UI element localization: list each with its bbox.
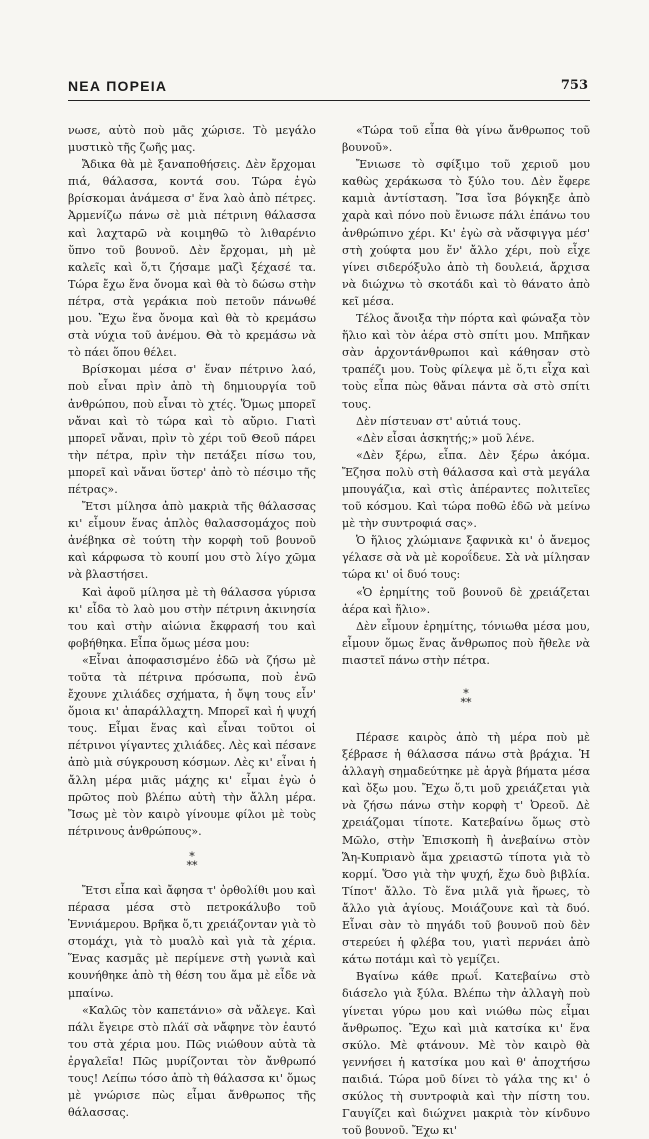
- paragraph: Δὲν πίστευαν στ' αὐτιά τους.: [356, 414, 522, 428]
- paragraph: Καὶ ἀφοῦ μίλησα μὲ τὴ θάλασσα γύρισα κι' εἶδα τὸ λαὸ μου στὴν πέτρινη ἀκινησία του καὶ στὴν αἰώνια ἔκφρασή του καὶ φοβήθηκα. Εἶπα ὅμως μέσα μου:: [68, 585, 316, 650]
- paragraph: «Εἶναι ἀποφασισμένο ἐδῶ νὰ ζήσω μὲ τοῦτα τὰ πέτρινα πρόσωπα, ποὺ ἐνῶ ἔχουνε χιλιάδες σχήματα, ἡ ὄψη τους εἶν' ὅμοια κι' ἀπαράλλαχτη. Μπορεῖ καὶ ἡ ψυχή τους. Εἶμαι ἕνας καὶ εἶναι τοῦτοι οἱ πέτρινοι γίγαντες χιλιάδες. Λὲς καὶ πέσανε ἀπὸ μιὰ σύγκρουση κόσμων. Λὲς κι' εἶναι ἡ ἄλλη μέρα μιᾶς μάχης κι' εἶμαι ἐγὼ ὁ πρῶτος ποὺ βλέπω αὐτὴ τὴν ἄλλη μέρα. Ἴσως μὲ τὸν καιρὸ γίνουμε φίλοι μὲ τοὺς πέτρινους ἀνθρώπους».: [68, 653, 316, 838]
- paragraph: Δὲν εἶμουν ἐρημίτης, τόνιωθα μέσα μου, εἶμουν ὅμως ἕνας ἄνθρωπος ποὺ ἤθελε νὰ πιαστεῖ πάνω στὴν πέτρα.: [342, 619, 590, 667]
- left-column: [68, 122, 316, 1121]
- paragraph: Ἄδικα θὰ μὲ ξαναποθήσεις. Δὲν ἔρχομαι πιά, θάλασσα, κοντά σου. Τώρα ἐγὼ βρίσκομαι ἀνάμεσα σ' ἕνα λαὸ ἀπὸ πέτρες. Ἀρμενίζω πάνω σὲ μιὰ πέτρινη θάλασσα καὶ λαχταρῶ νὰ κοιμηθῶ τὸ λιθαρένιο ὕπνο τοῦ βουνοῦ. Δὲν ἔρχομαι, μὴ μὲ καλεῖς καὶ ὅ,τι ζήσαμε μαζὶ ξέχασέ τα. Τώρα ἔχω ἕνα ὄνομα καὶ θὰ τὸ δώσω στὴν πέτρα, στὰ γεράκια ποὺ πετοῦν πάνωθέ μου. Ἔχω ἕνα ὄνομα καὶ θὰ τὸ κρεμάσω στὰ νύχια τοῦ ἀνέμου. Θὰ τὸ κρεμάσω νὰ τὸ πάει ὅπου θέλει.: [68, 158, 316, 360]
- paragraph: Βγαίνω κάθε πρωΐ. Κατεβαίνω στὸ διάσελο γιὰ ξύλα. Βλέπω τὴν ἀλλαγὴ ποὺ γίνεται γύρω μου καὶ νιώθω πὼς εἶμαι ἄνθρωπος. Ἔχω καὶ μιὰ κατσίκα κι' ἕνα σκύλο. Μὲ φτάνουν. Μὲ τὸν καιρὸ θὰ γεννήσει ἡ κατσίκα μου καὶ θ' ἀποχτήσω παιδιά. Τώρα μοῦ δίνει τὸ γάλα της κι' ὁ σκύλος τὴ συντροφιὰ καὶ τὴν πίστη του. Γαυγίζει καὶ διώχνει μακριὰ τὸν κίνδυνο τοῦ βουνοῦ. Ἔχω κι': [342, 970, 590, 1138]
- running-header: [68, 74, 588, 100]
- page-number: 753: [560, 78, 588, 93]
- paragraph: «Καλῶς τὸν καπετάνιο» σὰ νἄλεγε. Καὶ πάλι ἔγειρε στὸ πλάϊ σὰ νἄφηνε τὸν ἑαυτό του στὰ χέρια μου. Πῶς νιώθουν αὐτὰ τὰ ἐργαλεῖα! Πῶς μυρίζονται τὸν ἄνθρωπό τους! Λείπω τόσο ἀπὸ τὴ θάλασσα κι' ὅμως μὲ γνώρισε πὼς εἶμαι ἄνθρωπος τῆς θάλασσας.: [68, 1003, 316, 1120]
- section-break-asterism: [342, 689, 590, 707]
- paragraph: Ἔτσι εἶπα καὶ ἄφησα τ' ὀρθολίθι μου καὶ πέρασα μέσα στὸ πετροκάλυβο τοῦ Ἐννιάμερου. Βρῆκα ὅ,τι χρειάζονταν γιὰ τὸ στομάχι, γιὰ τὸ μυαλὸ καὶ γιὰ τὰ χέρια. Ἕνας κασμᾶς μὲ περίμενε στὴ γωνιὰ καὶ κουνήθηκε ἀπὸ τὴ θέση του ἅμα μὲ εἶδε νὰ μπαίνω.: [68, 883, 316, 1000]
- paragraph: «Ὁ ἐρημίτης τοῦ βουνοῦ δὲ χρειάζεται ἀέρα καὶ ἥλιο».: [342, 585, 590, 616]
- asterism: * **: [460, 687, 472, 709]
- paragraph: «Τώρα τοῦ εἶπα θὰ γίνω ἄνθρωπος τοῦ βουνοῦ».: [342, 124, 590, 155]
- paragraph: «Δὲν εἶσαι ἀσκητής;» μοῦ λένε.: [356, 431, 535, 445]
- paragraph: Ἔνιωσε τὸ σφίξιμο τοῦ χεριοῦ μου καθὼς χεράκωσα τὸ ξύλο του. Δὲν ἔφερε καμιὰ ἀντίσταση. Ἴσα ἴσα βόγκηξε ἀπὸ χαρὰ καὶ πόνο ποὺ ἔνιωσε πάλι ἐπάνω του ἀνθρώπινο χέρι. Κι' ἐγὼ σὰ νἄσφιγγα μέσ' στὴ χούφτα μου ἕν' ἄλλο χέρι, ποὺ εἶχε γίνει σιδερόξυλο ἀπὸ τὴ δουλειά, ἄρχισα νὰ διώχνω τὸ σκοτάδι καὶ τὸ θάνατο ἀπὸ κεῖ μέσα.: [342, 158, 590, 308]
- paragraph: «Δὲν ξέρω, εἶπα. Δὲν ξέρω ἀκόμα. Ἔζησα πολὺ στὴ θάλασσα καὶ στὰ μεγάλα μπουγάζια, καὶ στὶς ἀπέραντες πολιτεῖες τοῦ κόσμου. Καὶ τώρα ποθῶ ἐδῶ νὰ μείνω μὲ τὴν συντροφιά σας».: [342, 448, 590, 531]
- paragraph: νωσε, αὐτὸ ποὺ μᾶς χώρισε. Τὸ μεγάλο μυστικὸ τῆς ζωῆς μας.: [68, 124, 316, 155]
- right-column: [342, 122, 590, 1139]
- paragraph: Ὁ ἥλιος χλώμιανε ξαφνικὰ κι' ὁ ἄνεμος γέλασε σὰ νὰ μὲ κοροΐδευε. Σὰ νὰ μίλησαν τώρα κι' οἱ δυό τους:: [342, 534, 590, 582]
- paragraph: Πέρασε καιρὸς ἀπὸ τὴ μέρα ποὺ μὲ ξέβρασε ἡ θάλασσα πάνω στὰ βράχια. Ἡ ἀλλαγὴ σημαδεύτηκε μὲ ἀργὰ βήματα μέσα καὶ ὄξω μου. Ἔχω ὅ,τι μοῦ χρειάζεται γιὰ νὰ ζήσω πάνω στὴν κορφὴ τ' Ὀρεοῦ. Δὲ χρειάζομαι τίποτε. Κατεβαίνω ὅμως στὸ Μῶλο, στὴν Ἐπισκοπὴ ἢ ἀνεβαίνω στὸν Ἅη-Κυπριανὸ ἅμα χρειαστῶ τίποτα γιὰ τὸ κορμί. Ὅσο γιὰ τὴν ψυχή, ἔχω δυὸ βιβλία. Τίποτ' ἄλλο. Τὸ ἕνα μιλᾶ γιὰ ἥρωες, τὸ ἄλλο γιὰ ἁγίους. Μοιάζουνε καὶ τὰ δυό. Εἶναι σὰν τὸ πηγάδι τοῦ βουνοῦ ποὺ δὲν στερεύει ἡ φλέβα του, γιατὶ περνάει ἀπὸ κάτω ποτάμι καὶ τὸ γεμίζει.: [342, 731, 590, 967]
- asterism: * **: [186, 849, 198, 872]
- paragraph: Τέλος ἄνοιξα τὴν πόρτα καὶ φώναξα τὸν ἥλιο καὶ τὸν ἀέρα στὸ σπίτι μου. Μπῆκαν σὰν ἀρχοντάνθρωποι καὶ κάθησαν στὸ τραπέζι μου. Τοὺς φίλεψα μὲ ὅ,τι εἶχα καὶ τοὺς εἶπα πὼς θἄναι πάντα σὰ στὸ σπίτι τους.: [342, 312, 590, 411]
- section-break-asterism: [68, 849, 316, 872]
- paragraph: Ἔτσι μίλησα ἀπὸ μακριὰ τῆς θάλασσας κι' εἶμουν ἕνας ἁπλὸς θαλασσομάχος ποὺ ἀνέβηκα σὲ τούτη τὴν κορφὴ τοῦ βουνοῦ καὶ κάρφωσα τὸ κουπί μου στὸ λίγο χῶμα νὰ βλαστήσει.: [68, 500, 316, 582]
- paragraph: Βρίσκομαι μέσα σ' ἕναν πέτρινο λαό, ποὺ εἶναι πρὶν ἀπὸ τὴ δημιουργία τοῦ ἀνθρώπου, ποὺ εἶναι τὸ χτές. Ὅμως μπορεῖ νἄναι καὶ τὸ τώρα καὶ τὸ αὔριο. Γιατὶ μπορεῖ νἄναι, πρὶν τὸ χέρι τοῦ Θεοῦ πάρει τὴν πέτρα, πρὶν τὴν πετάξει πίσω του, μπορεῖ καὶ νἄναι ὕστερ' ἀπὸ τὸ πέσιμο τῆς πέτρας».: [68, 363, 316, 496]
- journal-title: ΝΕΑ ΠΟΡΕΙΑ: [68, 78, 168, 94]
- header-rule: [68, 100, 590, 101]
